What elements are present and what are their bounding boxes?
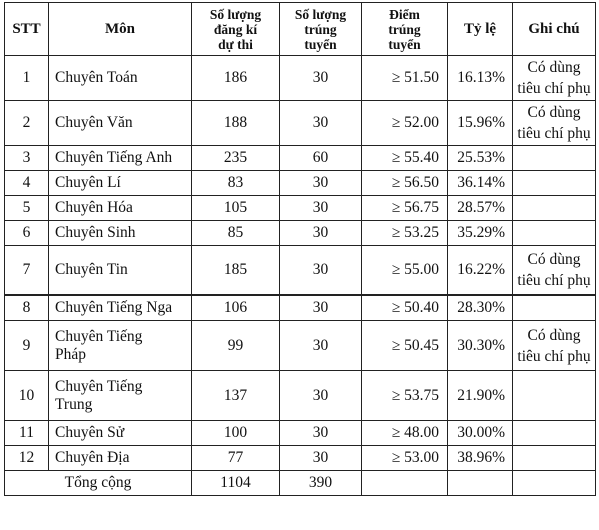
table-row (5, 295, 596, 321)
cell-dang-ki: 106 (192, 295, 280, 321)
cell-trung-tuyen: 30 (280, 56, 362, 101)
cell-stt: 11 (5, 421, 49, 446)
cell-dang-ki: 137 (192, 371, 280, 421)
cell-stt: 12 (5, 446, 49, 471)
cell-ghi-chu: Có dùng tiêu chí phụ (513, 101, 596, 146)
cell-trung-tuyen: 30 (280, 101, 362, 146)
cell-ghi-chu (513, 421, 596, 446)
cell-mon: Chuyên Lí (49, 171, 192, 196)
cell-dang-ki: 99 (192, 321, 280, 371)
cell-ty-le: 25.53% (448, 146, 513, 171)
cell-mon: Chuyên Hóa (49, 196, 192, 221)
admission-results-table (4, 2, 596, 496)
header-ghi-chu: Ghi chú (513, 3, 596, 56)
cell-trung-tuyen: 30 (280, 221, 362, 246)
cell-mon: Chuyên Tiếng Nga (49, 295, 192, 321)
cell-diem: ≥ 50.45 (362, 321, 448, 371)
cell-mon: Chuyên Toán (49, 56, 192, 101)
header-stt: STT (5, 3, 49, 56)
cell-mon: Chuyên Tiếng Anh (49, 146, 192, 171)
cell-stt: 3 (5, 146, 49, 171)
table-row (5, 446, 596, 471)
cell-ghi-chu: Có dùng tiêu chí phụ (513, 321, 596, 371)
cell-diem: ≥ 55.00 (362, 246, 448, 296)
cell-ghi-chu (513, 146, 596, 171)
total-empty-ty-le (448, 471, 513, 496)
cell-trung-tuyen: 30 (280, 171, 362, 196)
cell-ty-le: 35.29% (448, 221, 513, 246)
cell-trung-tuyen: 30 (280, 246, 362, 296)
cell-dang-ki: 185 (192, 246, 280, 296)
cell-ghi-chu: Có dùng tiêu chí phụ (513, 56, 596, 101)
cell-diem: ≥ 50.40 (362, 295, 448, 321)
cell-stt: 6 (5, 221, 49, 246)
cell-dang-ki: 85 (192, 221, 280, 246)
total-dang-ki: 1104 (192, 471, 280, 496)
cell-ghi-chu (513, 295, 596, 321)
cell-ty-le: 38.96% (448, 446, 513, 471)
header-trung-tuyen: Số lượng trúng tuyển (280, 3, 362, 56)
cell-stt: 10 (5, 371, 49, 421)
cell-mon: Chuyên Tin (49, 246, 192, 296)
total-row (5, 471, 596, 496)
table-row (5, 196, 596, 221)
cell-stt: 4 (5, 171, 49, 196)
cell-ty-le: 30.30% (448, 321, 513, 371)
table-row (5, 146, 596, 171)
cell-mon: Chuyên Địa (49, 446, 192, 471)
cell-mon: Chuyên Sử (49, 421, 192, 446)
cell-ghi-chu (513, 171, 596, 196)
cell-diem: ≥ 52.00 (362, 101, 448, 146)
header-dang-ki: Số lượng đăng kí dự thi (192, 3, 280, 56)
cell-trung-tuyen: 30 (280, 196, 362, 221)
cell-ghi-chu: Có dùng tiêu chí phụ (513, 246, 596, 296)
cell-diem: ≥ 53.25 (362, 221, 448, 246)
table-row (5, 171, 596, 196)
cell-ty-le: 28.57% (448, 196, 513, 221)
cell-trung-tuyen: 30 (280, 421, 362, 446)
cell-diem: ≥ 51.50 (362, 56, 448, 101)
cell-trung-tuyen: 30 (280, 446, 362, 471)
cell-dang-ki: 83 (192, 171, 280, 196)
cell-diem: ≥ 55.40 (362, 146, 448, 171)
total-trung-tuyen: 390 (280, 471, 362, 496)
cell-ty-le: 36.14% (448, 171, 513, 196)
cell-ghi-chu (513, 371, 596, 421)
admission-results-table-sheet (4, 2, 595, 522)
cell-trung-tuyen: 30 (280, 371, 362, 421)
table-row (5, 421, 596, 446)
cell-ghi-chu (513, 221, 596, 246)
cell-stt: 2 (5, 101, 49, 146)
cell-dang-ki: 235 (192, 146, 280, 171)
cell-dang-ki: 188 (192, 101, 280, 146)
header-ty-le: Tỷ lệ (448, 3, 513, 56)
cell-ghi-chu (513, 446, 596, 471)
cell-stt: 5 (5, 196, 49, 221)
cell-dang-ki: 186 (192, 56, 280, 101)
cell-stt: 8 (5, 295, 49, 321)
cell-mon: Chuyên Tiếng Trung (49, 371, 192, 421)
cell-diem: ≥ 56.50 (362, 171, 448, 196)
cell-ty-le: 28.30% (448, 295, 513, 321)
cell-diem: ≥ 53.00 (362, 446, 448, 471)
cell-ty-le: 16.22% (448, 246, 513, 296)
total-label: Tổng cộng (5, 471, 192, 496)
cell-ty-le: 16.13% (448, 56, 513, 101)
cell-ghi-chu (513, 196, 596, 221)
cell-stt: 1 (5, 56, 49, 101)
table-row (5, 221, 596, 246)
cell-diem: ≥ 53.75 (362, 371, 448, 421)
cell-trung-tuyen: 60 (280, 146, 362, 171)
cell-diem: ≥ 56.75 (362, 196, 448, 221)
cell-ty-le: 30.00% (448, 421, 513, 446)
table-row (5, 56, 596, 101)
cell-diem: ≥ 48.00 (362, 421, 448, 446)
cell-dang-ki: 100 (192, 421, 280, 446)
header-diem: Điểm trúng tuyển (362, 3, 448, 56)
table-row (5, 101, 596, 146)
cell-stt: 9 (5, 321, 49, 371)
total-empty-ghi-chu (513, 471, 596, 496)
table-row (5, 371, 596, 421)
header-row (5, 3, 596, 56)
cell-stt: 7 (5, 246, 49, 296)
cell-trung-tuyen: 30 (280, 295, 362, 321)
cell-trung-tuyen: 30 (280, 321, 362, 371)
header-mon: Môn (49, 3, 192, 56)
cell-dang-ki: 105 (192, 196, 280, 221)
table-row (5, 246, 596, 296)
cell-mon: Chuyên Văn (49, 101, 192, 146)
table-row (5, 321, 596, 371)
cell-mon: Chuyên Sinh (49, 221, 192, 246)
cell-ty-le: 21.90% (448, 371, 513, 421)
cell-mon: Chuyên Tiếng Pháp (49, 321, 192, 371)
cell-ty-le: 15.96% (448, 101, 513, 146)
cell-dang-ki: 77 (192, 446, 280, 471)
total-empty-diem (362, 471, 448, 496)
